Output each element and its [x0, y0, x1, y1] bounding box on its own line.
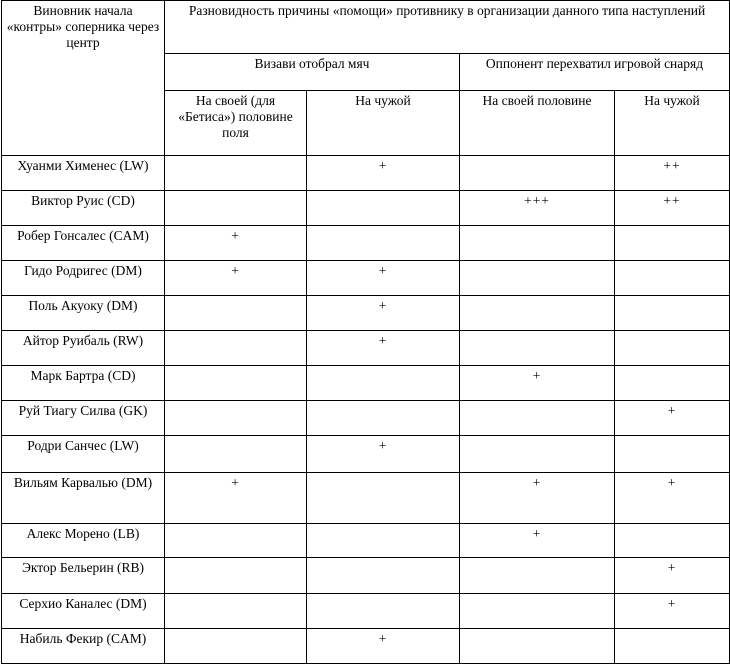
mark-cell: [307, 594, 460, 629]
mark-cell: [615, 226, 730, 261]
mark-cell: [165, 558, 307, 594]
mark-cell: +: [307, 436, 460, 473]
table-row: [2, 296, 730, 331]
mark-cell: +: [307, 629, 460, 664]
mark-cell: [460, 226, 615, 261]
player-name: Эктор Бельерин (RB): [2, 558, 165, 594]
player-name: Виктор Руис (CD): [2, 191, 165, 226]
mark-cell: [460, 558, 615, 594]
player-name: Алекс Морено (LB): [2, 524, 165, 558]
mark-cell: [307, 226, 460, 261]
mark-cell: +: [615, 473, 730, 524]
player-name: Хуанми Хименес (LW): [2, 156, 165, 191]
table-row: [2, 436, 730, 473]
mark-cell: [460, 629, 615, 664]
group-header-took-ball: Визави отобрал мяч: [165, 54, 460, 91]
table-row: [2, 558, 730, 594]
table-row: [2, 331, 730, 366]
table-row: [2, 629, 730, 664]
player-name: Руй Тиагу Силва (GK): [2, 401, 165, 436]
mark-cell: +: [307, 331, 460, 366]
mark-cell: [460, 156, 615, 191]
mark-cell: [307, 366, 460, 401]
player-name: Родри Санчес (LW): [2, 436, 165, 473]
player-name: Поль Акуоку (DM): [2, 296, 165, 331]
player-name: Айтор Руибаль (RW): [2, 331, 165, 366]
mark-cell: +: [460, 366, 615, 401]
mark-cell: [460, 331, 615, 366]
mark-cell: +++: [460, 191, 615, 226]
table-row: [2, 261, 730, 296]
mark-cell: +: [307, 296, 460, 331]
mark-cell: [165, 436, 307, 473]
mark-cell: ++: [615, 156, 730, 191]
mark-cell: [460, 594, 615, 629]
mark-cell: [165, 524, 307, 558]
player-table: [1, 0, 730, 664]
mark-cell: +: [615, 401, 730, 436]
cause-type-header: Разновидность причины «помощи» противнику в организации данного типа наступлений: [165, 1, 730, 54]
mark-cell: [165, 401, 307, 436]
player-name: Вильям Карвалью (DM): [2, 473, 165, 524]
mark-cell: [307, 401, 460, 436]
table-row: [2, 401, 730, 436]
mark-cell: [307, 473, 460, 524]
mark-cell: +: [460, 473, 615, 524]
mark-cell: [307, 558, 460, 594]
mark-cell: [165, 366, 307, 401]
mark-cell: [165, 191, 307, 226]
mark-cell: ++: [615, 191, 730, 226]
culprit-header: Виновник начала «контры» соперника через центр: [2, 1, 165, 156]
mark-cell: [460, 436, 615, 473]
mark-cell: [307, 191, 460, 226]
group-header-intercepted: Оппонент перехватил игровой снаряд: [460, 54, 730, 91]
mark-cell: [615, 331, 730, 366]
mark-cell: [615, 524, 730, 558]
mark-cell: [460, 401, 615, 436]
table-row: [2, 524, 730, 558]
mark-cell: +: [165, 261, 307, 296]
mark-cell: [615, 629, 730, 664]
mark-cell: [615, 261, 730, 296]
mark-cell: +: [307, 261, 460, 296]
subheader-own-half-2: На своей половине: [460, 91, 615, 156]
subheader-other-half-2: На чужой: [615, 91, 730, 156]
mark-cell: [165, 331, 307, 366]
mark-cell: [615, 296, 730, 331]
player-name: Гидо Родригес (DM): [2, 261, 165, 296]
mark-cell: +: [615, 558, 730, 594]
subheader-other-half-1: На чужой: [307, 91, 460, 156]
mark-cell: [165, 296, 307, 331]
mark-cell: [615, 366, 730, 401]
table-row: [2, 191, 730, 226]
mark-cell: +: [615, 594, 730, 629]
table-row: [2, 473, 730, 524]
table-row: [2, 594, 730, 629]
mark-cell: [165, 594, 307, 629]
mark-cell: [460, 261, 615, 296]
mark-cell: [307, 524, 460, 558]
subheader-own-half-1: На своей (для «Бетиса») половине поля: [165, 91, 307, 156]
player-name: Серхио Каналес (DM): [2, 594, 165, 629]
player-name: Робер Гонсалес (CAM): [2, 226, 165, 261]
table-row: [2, 226, 730, 261]
table-body: [2, 156, 730, 664]
mark-cell: +: [307, 156, 460, 191]
table-row: [2, 366, 730, 401]
mark-cell: +: [165, 473, 307, 524]
mark-cell: [165, 156, 307, 191]
mark-cell: [460, 296, 615, 331]
table-row: [2, 156, 730, 191]
mark-cell: [615, 436, 730, 473]
player-name: Марк Бартра (CD): [2, 366, 165, 401]
player-name: Набиль Фекир (CAM): [2, 629, 165, 664]
mark-cell: +: [460, 524, 615, 558]
mark-cell: [165, 629, 307, 664]
mark-cell: +: [165, 226, 307, 261]
